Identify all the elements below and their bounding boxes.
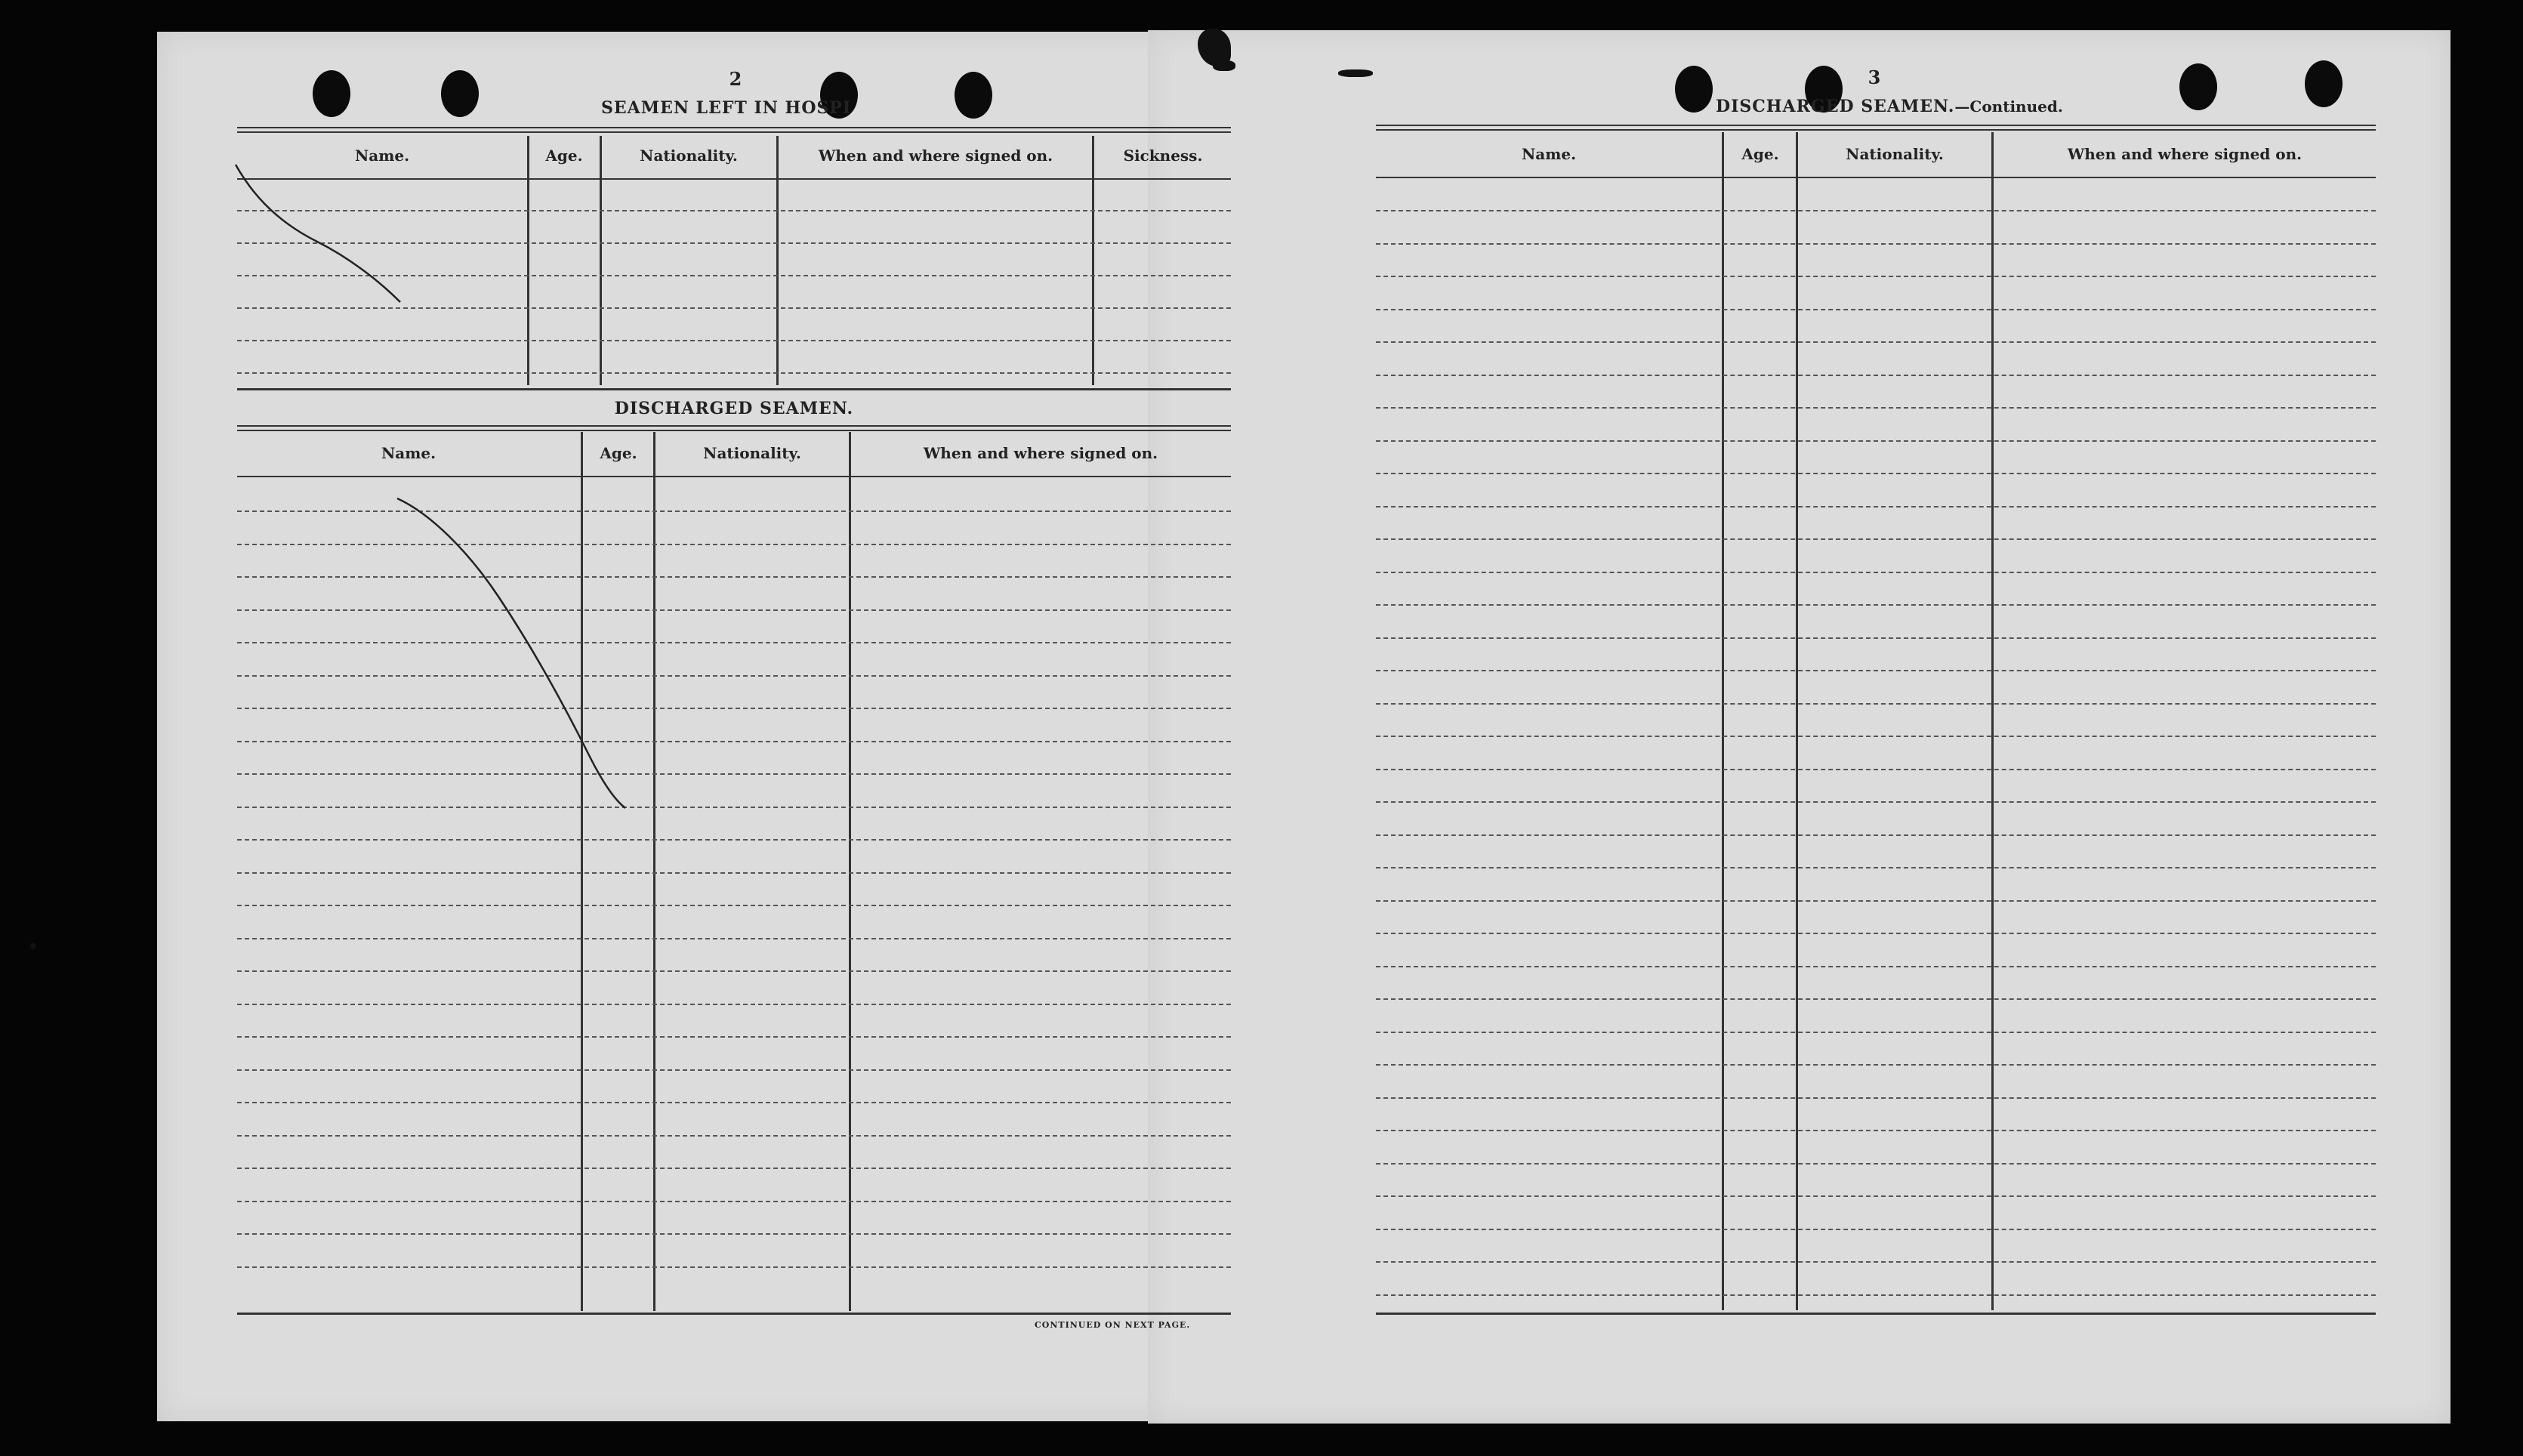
ledger-row-line [1376, 703, 2376, 705]
ledger-row-line [1376, 276, 2376, 277]
ledger-row-line [1376, 1130, 2376, 1131]
ledger-row-line [1376, 900, 2376, 902]
page-number: 2 [729, 68, 742, 90]
ledger-row-line [1376, 210, 2376, 211]
ledger-row-line [1376, 834, 2376, 836]
column-header-age: Age. [600, 444, 637, 462]
discharged-section-title: DISCHARGED SEAMEN. [614, 399, 854, 418]
right-section-title-main: DISCHARGED SEAMEN. [1716, 97, 1955, 116]
ledger-row-line [1376, 375, 2376, 376]
ledger-row-line [1376, 998, 2376, 1000]
column-header-name: Name. [354, 147, 410, 165]
column-header-sickness: Sickness. [1123, 147, 1203, 165]
ledger-row-line [1376, 801, 2376, 803]
right-section-title [1716, 97, 2063, 116]
column-header-signed-on: When and where signed on. [818, 147, 1053, 165]
ledger-row-line [1376, 440, 2376, 442]
bottom-rule [1376, 1313, 2376, 1315]
ledger-row-line [1376, 572, 2376, 573]
header-rule [1376, 125, 2376, 131]
ledger-row-line [1376, 1294, 2376, 1296]
right-section-title-suffix: —Continued. [1954, 97, 2063, 116]
ledger-row-line [1376, 637, 2376, 639]
ledger-row-line [1376, 309, 2376, 310]
column-header-nationality: Nationality. [703, 444, 801, 462]
column-header-name: Name. [1521, 145, 1577, 163]
column-header-signed-on: When and where signed on. [923, 444, 1158, 462]
ledger-row-line [1376, 407, 2376, 409]
ledger-row-line [1376, 1229, 2376, 1230]
column-header-signed-on: When and where signed on. [2067, 145, 2302, 163]
ledger-row-line [1376, 933, 2376, 934]
column-header-name: Name. [381, 444, 436, 462]
page-number: 3 [1868, 66, 1881, 88]
ledger-row-line [1376, 604, 2376, 606]
ledger-row-line [1376, 1097, 2376, 1099]
ledger-row-line [1376, 736, 2376, 737]
ledger-row-line [1376, 1261, 2376, 1263]
continued-note: CONTINUED ON NEXT PAGE. [1035, 1320, 1191, 1330]
column-header-age: Age. [1741, 145, 1779, 163]
hospital-section-title: SEAMEN LEFT IN HOSPI [601, 98, 852, 118]
column-header-rule [1376, 177, 2376, 178]
ledger-row-line [1376, 506, 2376, 507]
ledger-row-line [1376, 243, 2376, 245]
ledger-row-line [1376, 1064, 2376, 1066]
ledger-row-line [1376, 473, 2376, 474]
ledger-row-line [1376, 538, 2376, 540]
ledger-row-line [1376, 769, 2376, 770]
ledger-row-line [1376, 341, 2376, 343]
column-header-nationality: Nationality. [640, 147, 738, 165]
ledger-row-line [1376, 1163, 2376, 1164]
ledger-row-line [1376, 1195, 2376, 1197]
column-header-age: Age. [545, 147, 583, 165]
ledger-row-line [1376, 966, 2376, 967]
column-header-nationality: Nationality. [1846, 145, 1944, 163]
ledger-row-line [1376, 867, 2376, 868]
ledger-row-line [1376, 1032, 2376, 1033]
ledger-row-line [1376, 670, 2376, 671]
